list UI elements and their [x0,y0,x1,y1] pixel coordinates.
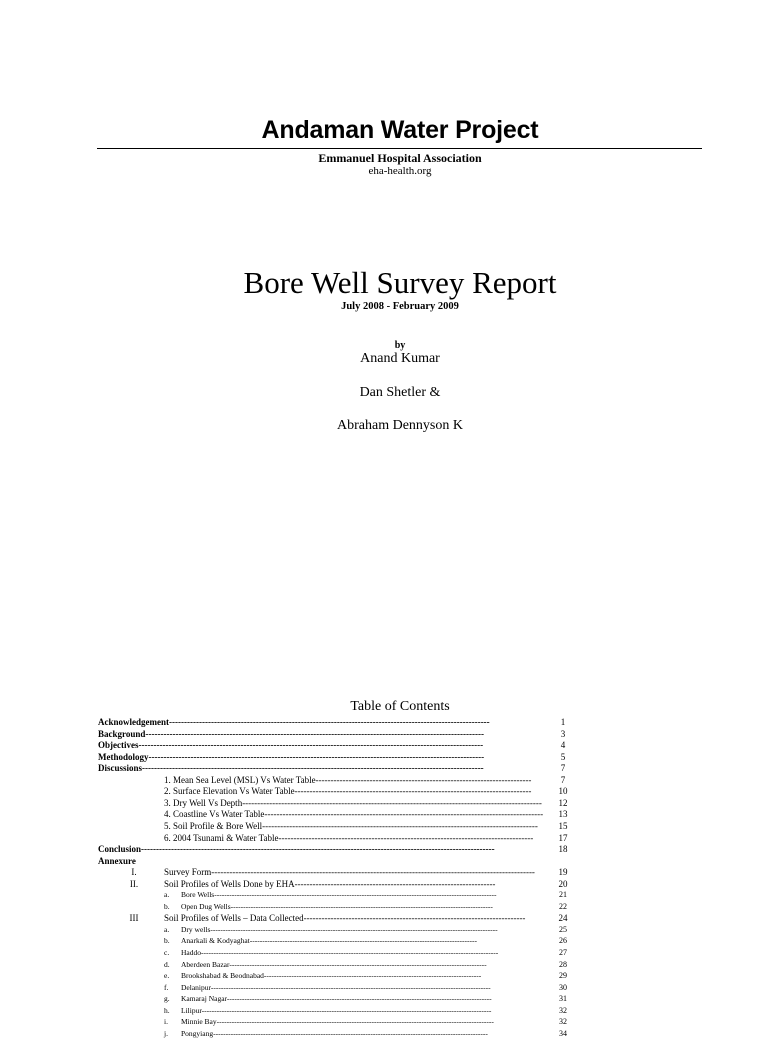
toc-entry-page: 30 [559,982,567,992]
toc-entry-text: Pongyiang-------------------------------------------------------------------------------------------------------------- [181,1028,488,1038]
toc-entry-page: 5 [560,751,566,762]
toc-entry-page: 7 [560,774,566,785]
author-1: Anand Kumar [360,351,440,366]
toc-entry-text: Survey Form------------------------------------------------------------------------------------------------------------ [164,867,535,878]
toc-entry-text: Lilipur-------------------------------------------------------------------------------------------------------------------- [181,1005,492,1015]
author-2: Dan Shetler & [359,385,441,400]
toc-entry-text: Minnie Bay--------------------------------------------------------------------------------------------------------------- [181,1017,494,1027]
toc-entry-marker: a. [164,890,170,900]
toc-entry-text: 3. Dry Well Vs Depth---------------------------------------------------------------------------------------------------- [164,797,542,808]
toc-entry-text: Background----------------------------------------------------------------------------------------------------------------- [98,728,485,739]
toc-entry-marker: g. [164,994,170,1004]
toc-entry-text: 2. Surface Elevation Vs Water Table------------------------------------------------------------------------------- [164,786,532,797]
toc-entry-text: Methodology---------------------------------------------------------------------------------------------------------------- [98,751,485,762]
toc-entry-page: 26 [559,936,567,946]
toc-entry-page: 13 [558,809,568,820]
toc-entry-text: Acknowledgement----------------------------------------------------------------------------------------------------------- [98,717,490,727]
organization-name: Emmanuel Hospital Association [318,151,482,165]
report-date-range: July 2008 - February 2009 [341,301,459,312]
toc-entry-text: Brookshabad & Beodnabad--------------------------------------------------------------------------------------- [181,971,482,981]
toc-entry-page: 28 [559,959,567,969]
toc-entry-page: 31 [559,994,567,1004]
toc-entry-page: 1 [560,717,566,727]
toc-entry-text: Haddo----------------------------------------------------------------------------------------------------------------------- [181,948,499,957]
toc-entry-page: 32 [559,1017,567,1027]
toc-entry-page: 32 [559,1005,567,1015]
toc-entry-text: Soil Profiles of Wells Done by EHA------------------------------------------------------------------- [164,878,496,889]
toc-entry-text: Bore Wells----------------------------------------------------------------------------------------------------------------- [181,890,497,900]
toc-entry-text: Open Dug Wells--------------------------------------------------------------------------------------------------------- [181,901,493,911]
toc-entry-page: 22 [559,901,567,911]
toc-entry-marker: h. [164,1005,170,1015]
toc-entry-text: Anarkali & Kodyaghat------------------------------------------------------------------------------------------- [181,936,478,946]
toc-entry-text: Aberdeen Bazar------------------------------------------------------------------------------------------------------- [181,959,487,969]
toc-entry-page: 10 [558,786,568,797]
toc-entry-text: Conclusion---------------------------------------------------------------------------------------------------------------------- [98,844,495,855]
toc-entry-marker: II. [129,878,139,889]
toc-entry-page: 21 [559,890,567,900]
toc-entry-page: 15 [558,820,568,831]
toc-entry-text: Annexure [98,855,136,866]
toc-entry-text: Objectives------------------------------------------------------------------------------------------------------------------- [98,740,484,751]
toc-entry-page: 27 [559,948,567,957]
toc-entry-marker: f. [164,982,169,992]
toc-entry-page: 29 [559,971,567,981]
toc-entry-text: 4. Coastline Vs Water Table--------------------------------------------------------------------------------------------- [164,809,544,820]
title-divider [97,148,702,149]
toc-entry-marker: b. [164,901,170,911]
toc-entry-page: 17 [558,832,568,843]
toc-entry-page: 34 [559,1028,567,1038]
toc-entry-page: 4 [560,740,566,751]
toc-entry-page: 20 [558,878,568,889]
toc-entry-page: 12 [558,797,568,808]
toc-entry-marker: i. [164,1017,168,1027]
toc-entry-marker: e. [164,971,170,981]
toc-entry-text: Soil Profiles of Wells – Data Collected-------------------------------------------------------------------------- [164,913,526,924]
toc-entry-text: Delanipur---------------------------------------------------------------------------------------------------------------- [181,982,491,992]
author-3: Abraham Dennyson K [337,418,463,433]
toc-entry-marker: I. [131,867,137,878]
toc-entry-marker: a. [164,924,170,934]
toc-entry-text: 1. Mean Sea Level (MSL) Vs Water Table------------------------------------------------------------------------ [164,774,532,785]
organization-website: eha-health.org [368,165,432,177]
toc-entry-marker: III [129,913,139,924]
toc-heading: Table of Contents [350,699,450,714]
toc-entry-page: 24 [558,913,568,924]
report-title: Bore Well Survey Report [243,265,557,300]
project-title: Andaman Water Project [261,116,539,144]
toc-entry-page: 3 [560,728,566,739]
toc-entry-page: 19 [558,867,568,878]
toc-entry-page: 25 [559,924,567,934]
toc-entry-marker: c. [164,948,170,957]
toc-entry-marker: j. [164,1028,168,1038]
toc-entry-page: 18 [558,844,568,855]
toc-entry-page: 7 [560,763,566,774]
toc-entry-text: 6. 2004 Tsunami & Water Table------------------------------------------------------------------------------------- [164,832,534,843]
by-label: by [394,340,406,351]
toc-entry-marker: b. [164,936,170,946]
toc-entry-text: Discussions------------------------------------------------------------------------------------------------------------------ [98,763,484,774]
toc-entry-marker: d. [164,959,170,969]
toc-entry-text: Dry wells------------------------------------------------------------------------------------------------------------------- [181,924,498,934]
toc-entry-text: 5. Soil Profile & Bore Well-------------------------------------------------------------------------------------------- [164,820,538,831]
toc-entry-text: Kamaraj Nagar---------------------------------------------------------------------------------------------------------- [181,994,492,1004]
